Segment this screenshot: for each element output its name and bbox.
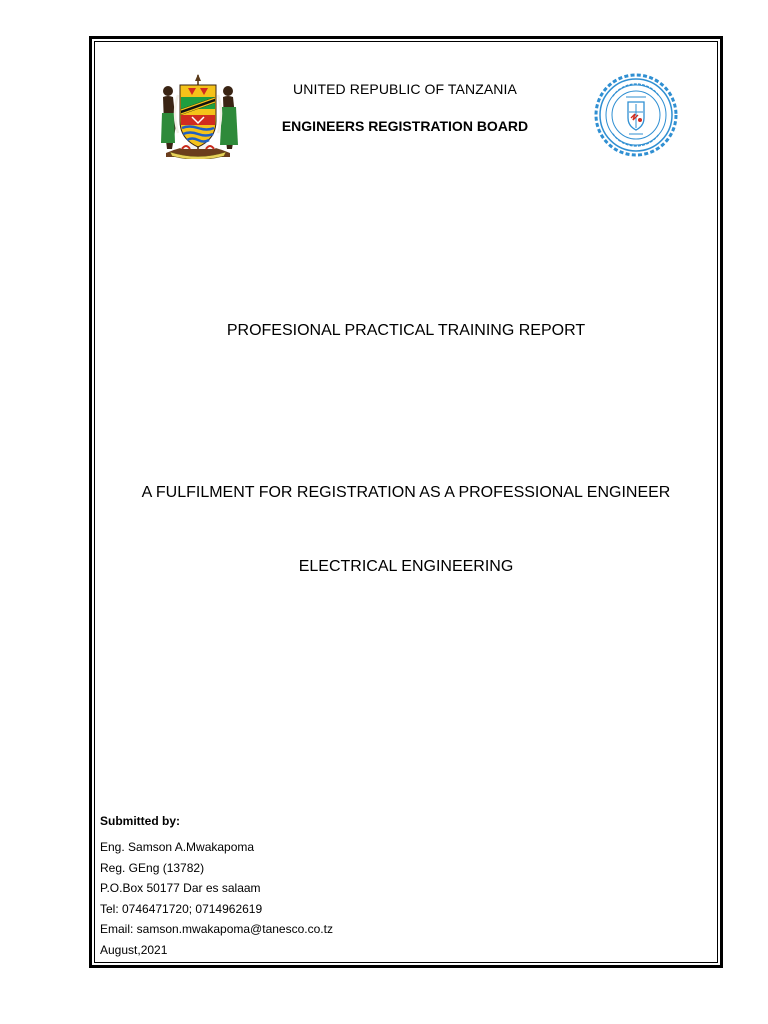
postal-address: P.O.Box 50177 Dar es salaam <box>100 881 261 895</box>
fulfilment-statement: A FULFILMENT FOR REGISTRATION AS A PROFESSIONAL ENGINEER <box>141 484 671 501</box>
registration-number: Reg. GEng (13782) <box>100 860 205 875</box>
page-border-inner <box>94 41 718 963</box>
telephone-numbers: Tel: 0746471720; 0714962619 <box>100 901 263 916</box>
submitter-name: Eng. Samson A.Mwakapoma <box>100 840 255 854</box>
board-name: ENGINEERS REGISTRATION BOARD <box>281 118 529 134</box>
report-title: PROFESIONAL PRACTICAL TRAINING REPORT <box>226 322 586 339</box>
country-name: UNITED REPUBLIC OF TANZANIA <box>293 81 517 97</box>
email-address: Email: samson.mwakapoma@tanesco.co.tz <box>100 922 333 936</box>
discipline-title: ELECTRICAL ENGINEERING <box>298 558 514 575</box>
submitter-details <box>100 837 333 960</box>
erb-seal-icon <box>593 72 679 158</box>
submitted-by-label: Submitted by: <box>100 814 180 828</box>
submission-date: August,2021 <box>100 942 168 957</box>
